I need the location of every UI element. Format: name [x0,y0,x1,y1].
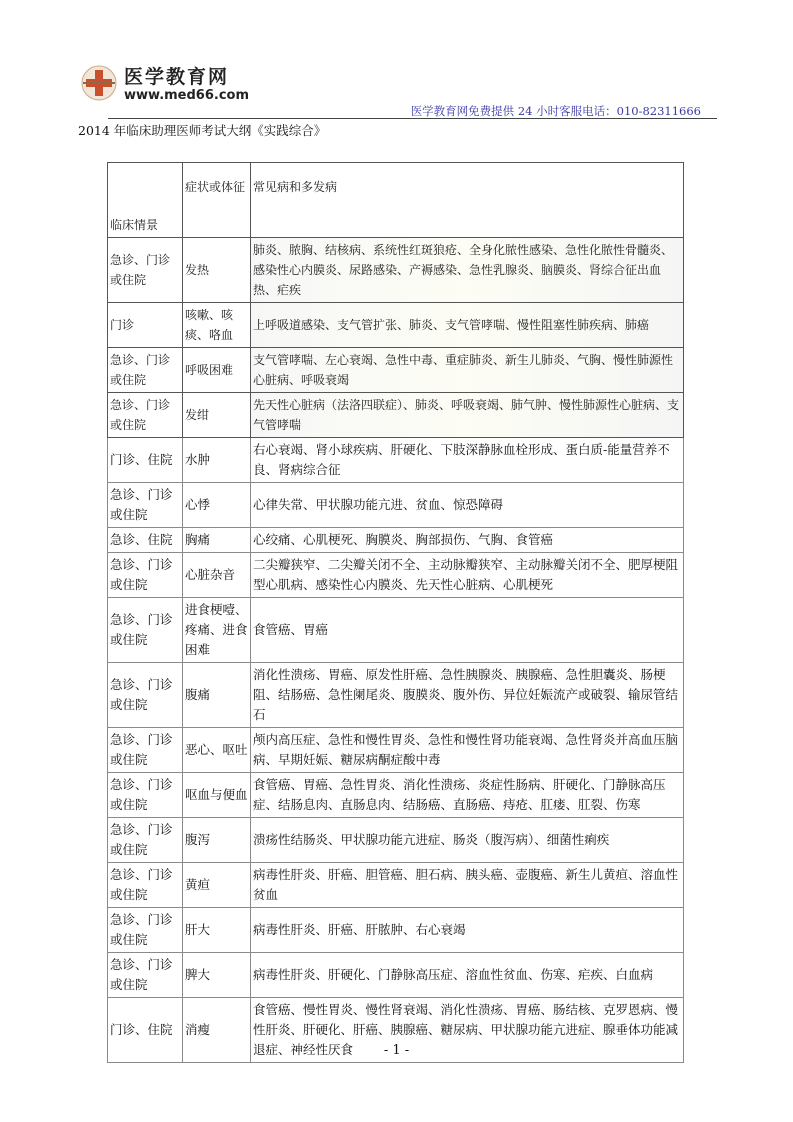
document-title: 2014 年临床助理医师考试大纲《实践综合》 [78,123,327,138]
disease-cell: 病毒性肝炎、肝癌、胆管癌、胆石病、胰头癌、壶腹癌、新生儿黄疸、溶血性贫血 [251,863,684,908]
symptom-cell: 肝大 [183,908,251,953]
scene-cell: 急诊、门诊或住院 [108,908,183,953]
scene-cell: 门诊、住院 [108,998,183,1063]
table-row [108,438,684,483]
header-rule [108,118,717,119]
disease-cell: 食管癌、慢性胃炎、慢性肾衰竭、消化性溃疡、胃癌、肠结核、克罗恩病、慢性肝炎、肝硬化、肝癌、胰腺癌、糖尿病、甲状腺功能亢进症、腺垂体功能减退症、神经性厌食 [251,998,684,1063]
syllabus-table-body [108,163,684,1063]
disease-cell: 病毒性肝炎、肝硬化、门静脉高压症、溶血性贫血、伤寒、疟疾、白血病 [251,953,684,998]
scene-cell: 急诊、门诊或住院 [108,863,183,908]
disease-cell: 病毒性肝炎、肝癌、肝脓肿、右心衰竭 [251,908,684,953]
symptom-cell: 腹泻 [183,818,251,863]
symptom-cell: 脾大 [183,953,251,998]
scene-cell: 急诊、门诊或住院 [108,553,183,598]
disease-cell: 消化性溃疡、胃癌、原发性肝癌、急性胰腺炎、胰腺癌、急性胆囊炎、肠梗阻、结肠癌、急性阑尾炎、腹膜炎、腹外伤、异位妊娠流产或破裂、输尿管结石 [251,663,684,728]
scene-cell: 急诊、住院 [108,528,183,553]
table-row [108,908,684,953]
symptom-cell: 心脏杂音 [183,553,251,598]
symptom-cell: 进食梗噎、疼痛、进食困难 [183,598,251,663]
disease-cell: 颅内高压症、急性和慢性胃炎、急性和慢性肾功能衰竭、急性肾炎并高血压脑病、早期妊娠、糖尿病酮症酸中毒 [251,728,684,773]
disease-cell: 心绞痛、心肌梗死、胸膜炎、胸部损伤、气胸、食管癌 [251,528,684,553]
syllabus-table [107,162,684,1063]
disease-cell: 支气管哮喘、左心衰竭、急性中毒、重症肺炎、新生儿肺炎、气胸、慢性肺源性心脏病、呼吸衰竭 [251,348,684,393]
symptom-cell: 胸痛 [183,528,251,553]
table-row [108,553,684,598]
table-row [108,773,684,818]
table-row [108,348,684,393]
table-row [108,238,684,303]
scene-cell: 急诊、门诊或住院 [108,953,183,998]
table-row [108,818,684,863]
scene-cell: 门诊、住院 [108,438,183,483]
symptom-cell: 黄疸 [183,863,251,908]
disease-cell: 心律失常、甲状腺功能亢进、贫血、惊恐障碍 [251,483,684,528]
table-row [108,483,684,528]
med66-logo [80,60,260,108]
table-header-row [108,163,684,238]
disease-cell: 肺炎、脓胸、结核病、系统性红斑狼疮、全身化脓性感染、急性化脓性骨髓炎、感染性心内膜炎、尿路感染、产褥感染、急性乳腺炎、脑膜炎、肾综合征出血热、疟疾 [251,238,684,303]
symptom-cell: 腹痛 [183,663,251,728]
scene-cell: 急诊、门诊或住院 [108,393,183,438]
scene-cell: 急诊、门诊或住院 [108,663,183,728]
disease-cell: 右心衰竭、肾小球疾病、肝硬化、下肢深静脉血栓形成、蛋白质-能量营养不良、肾病综合征 [251,438,684,483]
scene-cell: 急诊、门诊或住院 [108,818,183,863]
logo-text-cn: 医学教育网 [124,66,230,88]
scene-cell: 急诊、门诊或住院 [108,598,183,663]
scene-cell: 门诊 [108,303,183,348]
scene-cell: 急诊、门诊或住院 [108,483,183,528]
disease-cell: 二尖瓣狭窄、二尖瓣关闭不全、主动脉瓣狭窄、主动脉瓣关闭不全、肥厚梗阻型心肌病、感染性心内膜炎、先天性心脏病、心肌梗死 [251,553,684,598]
scene-cell: 急诊、门诊或住院 [108,348,183,393]
table-row [108,303,684,348]
scene-cell: 急诊、门诊或住院 [108,238,183,303]
medical-cross-logo-icon [80,64,118,102]
disease-cell: 溃疡性结肠炎、甲状腺功能亢进症、肠炎（腹泻病）、细菌性痢疾 [251,818,684,863]
disease-cell: 食管癌、胃癌、急性胃炎、消化性溃疡、炎症性肠病、肝硬化、门静脉高压症、结肠息肉、直肠息肉、结肠癌、直肠癌、痔疮、肛瘘、肛裂、伤寒 [251,773,684,818]
symptom-cell: 水肿 [183,438,251,483]
disease-cell: 上呼吸道感染、支气管扩张、肺炎、支气管哮喘、慢性阻塞性肺疾病、肺癌 [251,303,684,348]
symptom-cell: 咳嗽、咳痰、咯血 [183,303,251,348]
table-row [108,393,684,438]
scene-cell: 急诊、门诊或住院 [108,773,183,818]
logo-url: www.med66.com [124,88,250,103]
table-row [108,863,684,908]
table-row [108,598,684,663]
page-number: - 1 - [383,1043,410,1058]
disease-cell: 食管癌、胃癌 [251,598,684,663]
symptom-cell: 发热 [183,238,251,303]
header-disease: 常见病和多发病 [251,163,684,238]
table-row [108,663,684,728]
disease-cell: 先天性心脏病（法洛四联症）、肺炎、呼吸衰竭、肺气肿、慢性肺源性心脏病、支气管哮喘 [251,393,684,438]
header-symptom: 症状或体征 [183,163,251,238]
table-row [108,953,684,998]
service-line: 医学教育网免费提供 24 小时客服电话：010-82311666 [410,104,701,118]
symptom-cell: 恶心、呕吐 [183,728,251,773]
scene-cell: 急诊、门诊或住院 [108,728,183,773]
symptom-cell: 消瘦 [183,998,251,1063]
symptom-cell: 呕血与便血 [183,773,251,818]
header-scene: 临床情景 [108,163,183,238]
symptom-cell: 心悸 [183,483,251,528]
symptom-cell: 呼吸困难 [183,348,251,393]
table-row [108,528,684,553]
table-row [108,728,684,773]
symptom-cell: 发绀 [183,393,251,438]
